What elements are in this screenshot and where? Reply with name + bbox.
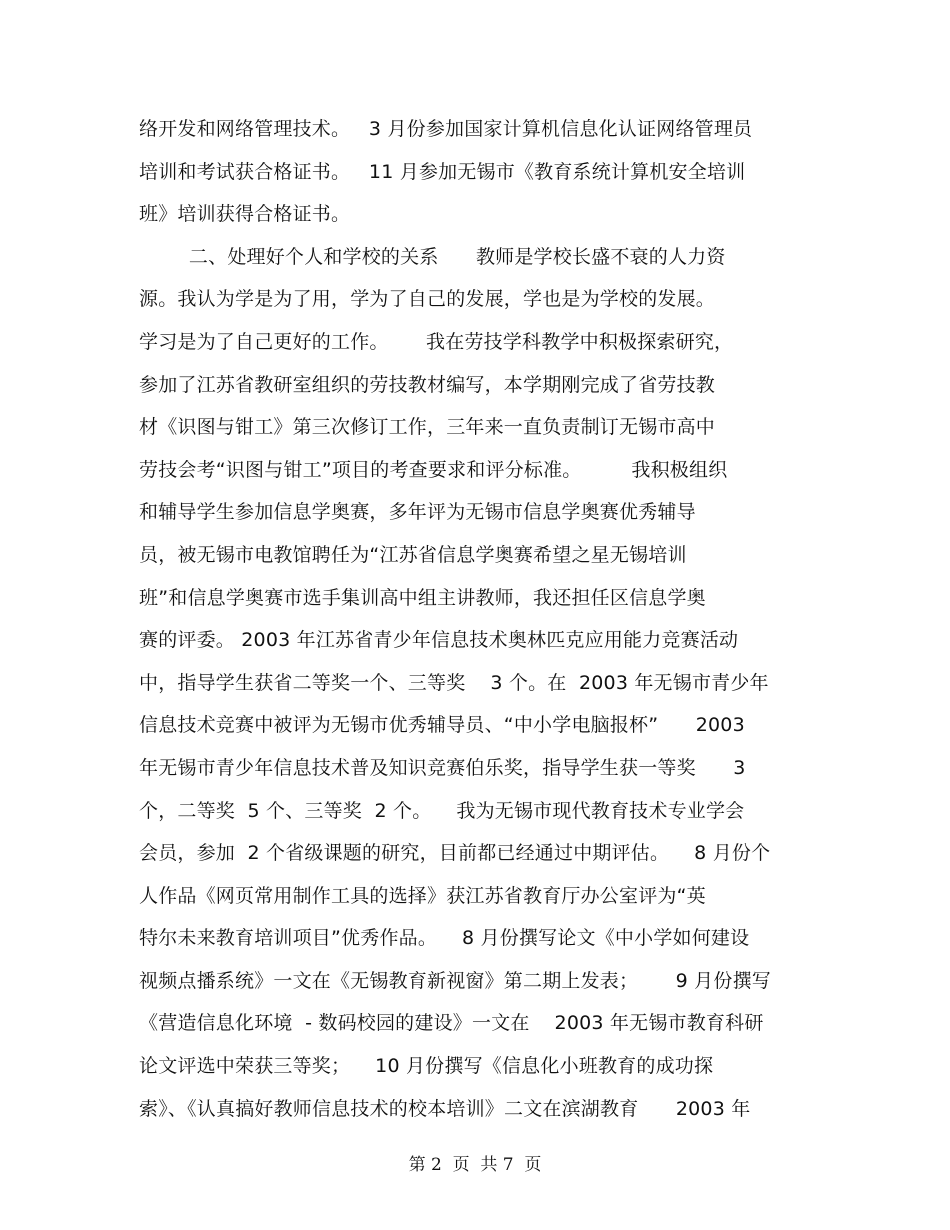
text-line: 信息技术竞赛中被评为无锡市优秀辅导员、“中小学电脑报杯” 2003 <box>139 714 745 737</box>
text-line: 学习是为了自己更好的工作。 我在劳技学科教学中积极探索研究， <box>139 330 734 353</box>
text-line: 员，被无锡市电教馆聘任为“江苏省信息学奥赛希望之星无锡培训 <box>139 543 687 566</box>
text-line: 《营造信息化环境 - 数码校园的建设》一文在 2003 年无锡市教育科研 <box>139 1012 764 1035</box>
text-line: 和辅导学生参加信息学奥赛，多年评为无锡市信息学奥赛优秀辅导 <box>139 501 696 524</box>
text-line: 论文评选中荣获三等奖； 10 月份撰写《信息化小班教育的成功探 <box>139 1055 714 1078</box>
text-line: 年无锡市青少年信息技术普及知识竞赛伯乐奖，指导学生获一等奖 3 <box>139 756 746 779</box>
text-line: 二、处理好个人和学校的关系 教师是学校长盛不衰的人力资 <box>139 245 726 268</box>
text-line: 班》培训获得合格证书。 <box>139 203 351 226</box>
text-line: 班”和信息学奥赛市选手集训高中组主讲教师，我还担任区信息学奥 <box>139 586 706 609</box>
text-line: 培训和考试获合格证书。 11 月参加无锡市《教育系统计算机安全培训 <box>139 160 746 183</box>
page-footer: 第 2 页 共 7 页 <box>408 1155 542 1175</box>
text-line: 人作品《网页常用制作工具的选择》获江苏省教育厅办公室评为“英 <box>139 884 706 907</box>
text-line: 络开发和网络管理技术。 3 月份参加国家计算机信息化认证网络管理员 <box>139 118 753 140</box>
text-line: 赛的评委。 2003 年江苏省青少年信息技术奥林匹克应用能力竞赛活动 <box>139 629 739 652</box>
text-line: 视频点播系统》一文在《无锡教育新视窗》第二期上发表； 9 月份撰写 <box>139 969 771 992</box>
text-line: 参加了江苏省教研室组织的劳技教材编写，本学期刚完成了省劳技教 <box>139 373 716 396</box>
text-line: 劳技会考“识图与钳工”项目的考查要求和评分标准。 我积极组织 <box>139 458 728 481</box>
text-line: 个，二等奖 5 个、三等奖 2 个。 我为无锡市现代教育技术专业学会 <box>139 799 745 822</box>
text-line: 材《识图与钳工》第三次修订工作，三年来一直负责制订无锡市高中 <box>139 416 716 439</box>
text-line: 特尔未来教育培训项目”优秀作品。 8 月份撰写论文《中小学如何建设 <box>139 927 750 950</box>
text-line: 索》、《认真搞好教师信息技术的校本培训》二文在滨湖教育 2003 年 <box>139 1097 751 1120</box>
text-line: 会员，参加 2 个省级课题的研究，目前都已经通过中期评估。 8 月份个 <box>139 842 771 865</box>
text-line: 源。我认为学是为了用，学为了自己的发展，学也是为学校的发展。 <box>139 288 716 311</box>
body-text <box>139 108 819 1130</box>
text-line: 中，指导学生获省二等奖一个、三等奖 3 个。在 2003 年无锡市青少年 <box>139 671 769 694</box>
